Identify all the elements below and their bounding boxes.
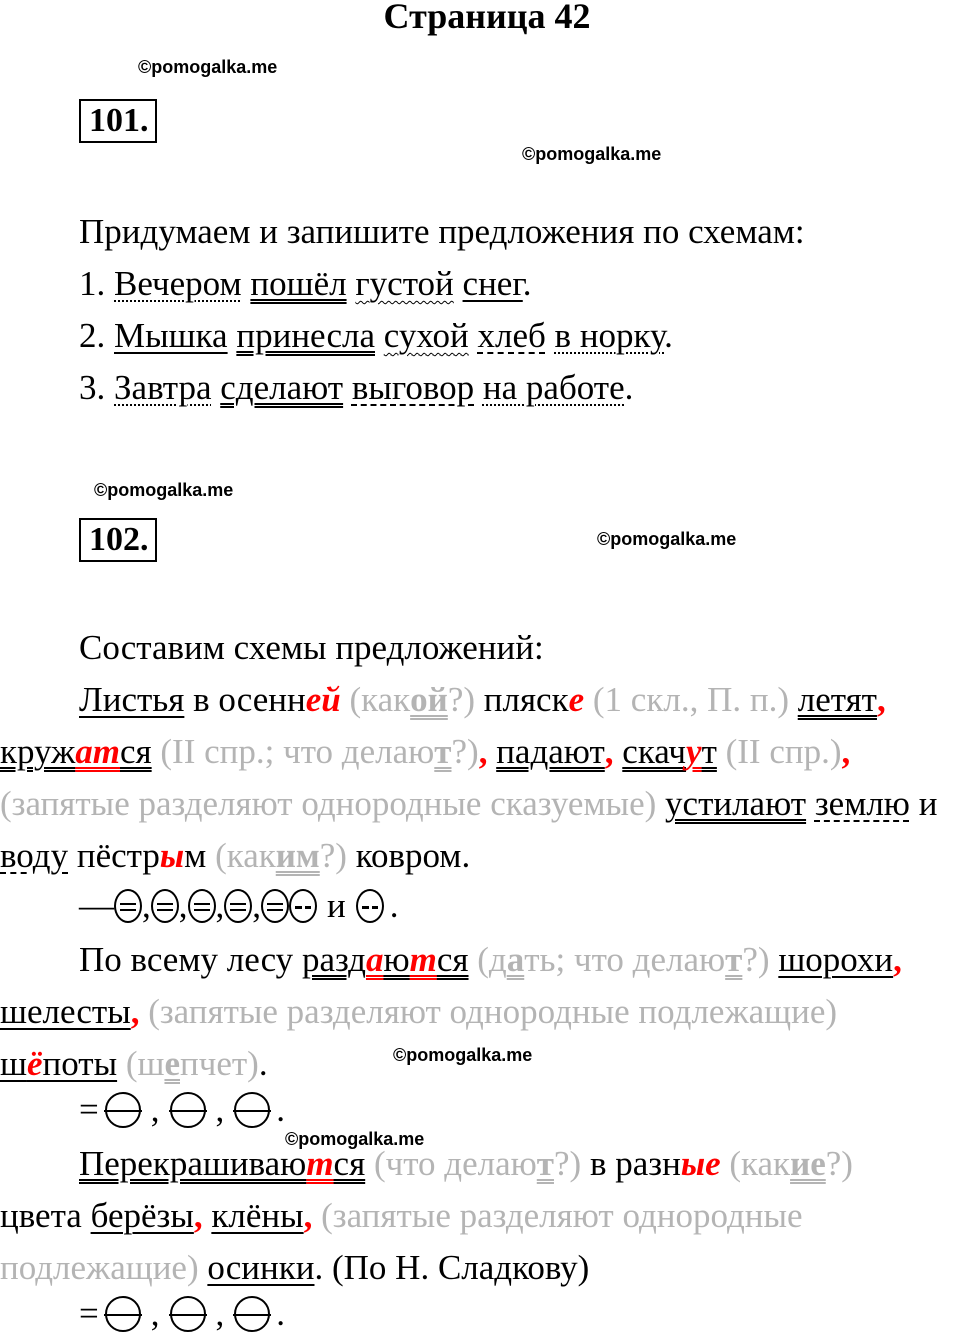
- word-adverbial: Завтра: [114, 368, 212, 407]
- subject-circle-icon: [234, 1092, 270, 1128]
- ex102-instruction: Составим схемы предложений:: [79, 628, 544, 667]
- watermark: ©pomogalka.me: [94, 480, 234, 500]
- word-adverbial: на работе: [482, 368, 625, 407]
- sentence-schema-3: = , , .: [79, 1294, 285, 1333]
- word-predicate: пошёл: [250, 264, 347, 303]
- word-adverbial: Вечером: [114, 264, 242, 303]
- ex102-p1-line1: Листья в осенней (какой?) пляске (1 скл., П. п.) летят,: [79, 680, 886, 719]
- page-title: Страница 42: [383, 0, 591, 36]
- predicate-circle-icon: [188, 889, 216, 923]
- ex102-p3-line2: цвета берёзы, клёны, (запятые разделяют однородные: [0, 1196, 803, 1235]
- ex102-p3-line1: Перекрашиваются (что делают?) в разные (какие?): [79, 1144, 853, 1183]
- ex101-sentence-1: 1. Вечером пошёл густой снег.: [79, 264, 532, 303]
- word-attribute: сухой: [383, 316, 469, 355]
- word-predicate: принесла: [236, 316, 375, 355]
- watermark: ©pomogalka.me: [138, 57, 278, 77]
- predicate-circle-icon: [114, 889, 142, 923]
- predicate-circle-icon: [261, 889, 289, 923]
- ex102-p1-line4: воду пёстрым (каким?) ковром.: [0, 836, 471, 875]
- watermark: ©pomogalka.me: [597, 529, 737, 549]
- ex102-p2-line1: По всему лесу раздаются (дать; что делают?) шорохи,: [79, 940, 902, 979]
- subject-circle-icon: [105, 1092, 141, 1128]
- watermark: ©pomogalka.me: [285, 1129, 425, 1149]
- object-circle-icon: [356, 889, 384, 923]
- watermark: ©pomogalka.me: [522, 144, 662, 164]
- exercise-number-101: 101.: [79, 99, 157, 143]
- object-circle-icon: [289, 889, 317, 923]
- ex101-sentence-2: 2. Мышка принесла сухой хлеб в норку.: [79, 316, 673, 355]
- predicate-circle-icon: [224, 889, 252, 923]
- word-subject: снег: [462, 264, 523, 303]
- ex101-instruction: Придумаем и запишите предложения по схемам:: [79, 212, 805, 251]
- subject-circle-icon: [234, 1296, 270, 1332]
- watermark: ©pomogalka.me: [393, 1045, 533, 1065]
- ex102-p1-line2: кружатся (II спр.; что делают?), падают, скачут (II спр.),: [0, 732, 851, 771]
- ex102-p1-line3: (запятые разделяют однородные сказуемые) устилают землю и: [0, 784, 938, 823]
- subject-circle-icon: [170, 1092, 206, 1128]
- ex102-p3-line3: подлежащие) осинки. (По Н. Сладкову): [0, 1248, 590, 1287]
- predicate-circle-icon: [151, 889, 179, 923]
- subject-circle-icon: [170, 1296, 206, 1332]
- word-attribute: густой: [355, 264, 454, 303]
- ex102-p2-line3: шёпоты (шепчет).: [0, 1044, 268, 1083]
- subject-circle-icon: [105, 1296, 141, 1332]
- ex101-sentence-3: 3. Завтра сделают выговор на работе.: [79, 368, 634, 407]
- word-adverbial: в норку: [554, 316, 665, 355]
- sentence-schema-1: — , , , , и .: [79, 886, 399, 925]
- word-object: выговор: [351, 368, 475, 407]
- sentence-schema-2: = , , .: [79, 1090, 285, 1129]
- word-predicate: сделают: [220, 368, 344, 407]
- word-object: хлеб: [477, 316, 546, 355]
- ex102-p2-line2: шелесты, (запятые разделяют однородные подлежащие): [0, 992, 838, 1031]
- exercise-number-102: 102.: [79, 518, 157, 562]
- word-subject: Мышка: [114, 316, 228, 355]
